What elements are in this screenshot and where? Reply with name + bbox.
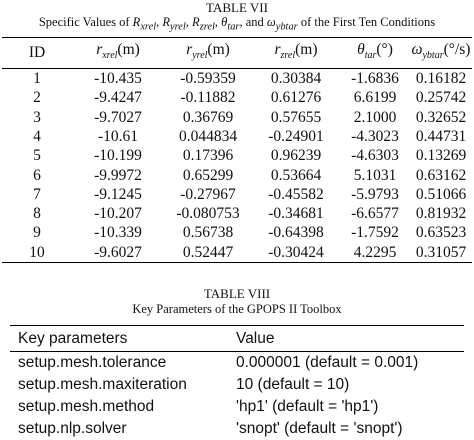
table-cell: -0.59359 [180,70,236,88]
table-cell: 6.6199 [353,89,397,107]
table-viii-label: TABLE VIII [203,286,271,301]
table-cell: 0.36769 [182,108,234,126]
table-cell: -9.9972 [94,166,142,184]
table-cell: -0.64398 [268,224,324,242]
table-cell: 8 [33,205,41,223]
table-row [10,374,464,396]
table-cell: -0.080753 [176,205,240,223]
table-cell: -10.435 [94,70,142,88]
parameter-name: setup.nlp.solver [18,420,127,437]
table-vii-header-row [2,38,472,69]
title-symbols: $R_{xrel}$, $R_{yrel}$, $R_{zrel}$, $\theta_{tar}$, [132,15,246,33]
parameter-name: setup.mesh.method [18,398,155,415]
table-cell: 0.044834 [178,127,238,145]
table-cell: -10.339 [94,224,142,242]
title-prefix: Specific Values of [38,15,133,29]
table-cell: 0.63162 [415,166,467,184]
header-omega-ybtar: $\omega_{ybtar}(^\circ/s)$ [411,41,471,62]
header-rzrel: $r_{zrel}(m)$ [274,41,318,62]
header-value: Value [236,330,275,347]
table-cell: 0.57655 [270,108,322,126]
table-cell: -9.6027 [94,243,142,261]
title-suffix: of the First Ten Conditions [297,15,436,29]
table-cell: -0.27967 [180,185,236,203]
table-cell: 0.17396 [182,147,234,165]
table-vii-label: TABLE VII [206,0,268,15]
table-cell: -0.30424 [268,243,324,261]
table-cell: 0.65299 [182,166,234,184]
table-vii [2,37,472,263]
table-row [2,108,472,127]
table-cell: 0.25742 [415,89,467,107]
table-cell: 0.51066 [415,185,467,203]
table-cell: 6 [33,166,41,184]
table-row [2,166,472,185]
table-row [2,88,472,107]
table-cell: -9.1245 [94,185,142,203]
table-cell: 4.2295 [353,243,397,261]
table-cell: -9.7027 [94,108,142,126]
table-row [2,185,472,204]
table-viii [10,325,464,440]
table-row [2,146,472,165]
table-cell: -0.34681 [268,205,324,223]
table-row [2,69,472,89]
table-cell: -4.3023 [351,127,399,145]
table-cell: 0.16182 [415,70,467,88]
table-cell: 0.30384 [270,70,322,88]
table-cell: -1.7592 [351,224,399,242]
table-cell: 5 [33,147,41,165]
header-id: ID [28,44,46,62]
table-cell: 0.53664 [270,166,322,184]
header-ryrel: $r_{yrel}(m)$ [186,41,230,62]
table-row [10,396,464,418]
table-cell: 2 [33,89,41,107]
table-cell: 3 [33,108,41,126]
table-cell: 0.63523 [415,224,467,242]
table-row [2,243,472,263]
table-viii-header-row [10,326,464,352]
table-cell: -6.6577 [351,205,399,223]
table-cell: -0.45582 [268,185,324,203]
table-cell: 9 [33,224,41,242]
table-row [2,127,472,146]
table-cell: 0.44731 [415,127,467,145]
parameter-name: setup.mesh.maxiteration [18,376,187,393]
table-cell: 0.61276 [270,89,322,107]
table-row [10,418,464,440]
table-row [2,223,472,242]
table-cell: -5.9793 [351,185,399,203]
table-row [10,352,464,375]
header-key-parameters: Key parameters [18,330,128,347]
table-cell: 0.52447 [182,243,234,261]
table-cell: 5.1031 [353,166,397,184]
table-cell: 0.81932 [415,205,467,223]
parameter-value: 10 (default = 10) [236,376,350,393]
parameter-value: 0.000001 (default = 0.001) [236,354,419,371]
table-cell: -1.6836 [351,70,399,88]
table-cell: 0.56738 [182,224,234,242]
table-cell: -10.207 [94,205,142,223]
parameter-value: 'snopt' (default = 'snopt') [236,420,403,437]
table-cell: 2.1000 [353,108,397,126]
table-cell: 10 [29,243,45,261]
table-cell: -10.61 [97,127,139,145]
header-theta-tar: $\theta_{tar}(^\circ)$ [357,41,393,62]
table-cell: 0.31057 [415,243,467,261]
table-cell: 1 [33,70,41,88]
table-cell: -0.24901 [268,127,324,145]
table-cell: 0.32652 [415,108,467,126]
table-cell: 7 [33,185,41,203]
table-vii-title: Specific Values of $R_{xrel}$, $R_{yrel}$, $R_{zrel}$, $\theta_{tar}$, and $\omega_{ybtar}$ of the First Ten Conditions [38,15,436,33]
table-row [2,204,472,223]
parameter-name: setup.mesh.tolerance [18,354,167,371]
table-cell: -9.4247 [94,89,142,107]
table-viii-title: Key Parameters of the GPOPS II Toolbox [132,302,342,316]
parameter-value: 'hp1' (default = 'hp1') [236,398,379,415]
table-cell: 0.96239 [270,147,322,165]
header-rxrel: $r_{xrel}(m)$ [96,41,140,62]
table-cell: 4 [33,127,41,145]
table-cell: -4.6303 [351,147,399,165]
table-cell: -10.199 [94,147,142,165]
table-cell: -0.11882 [180,89,236,107]
table-cell: 0.13269 [415,147,467,165]
